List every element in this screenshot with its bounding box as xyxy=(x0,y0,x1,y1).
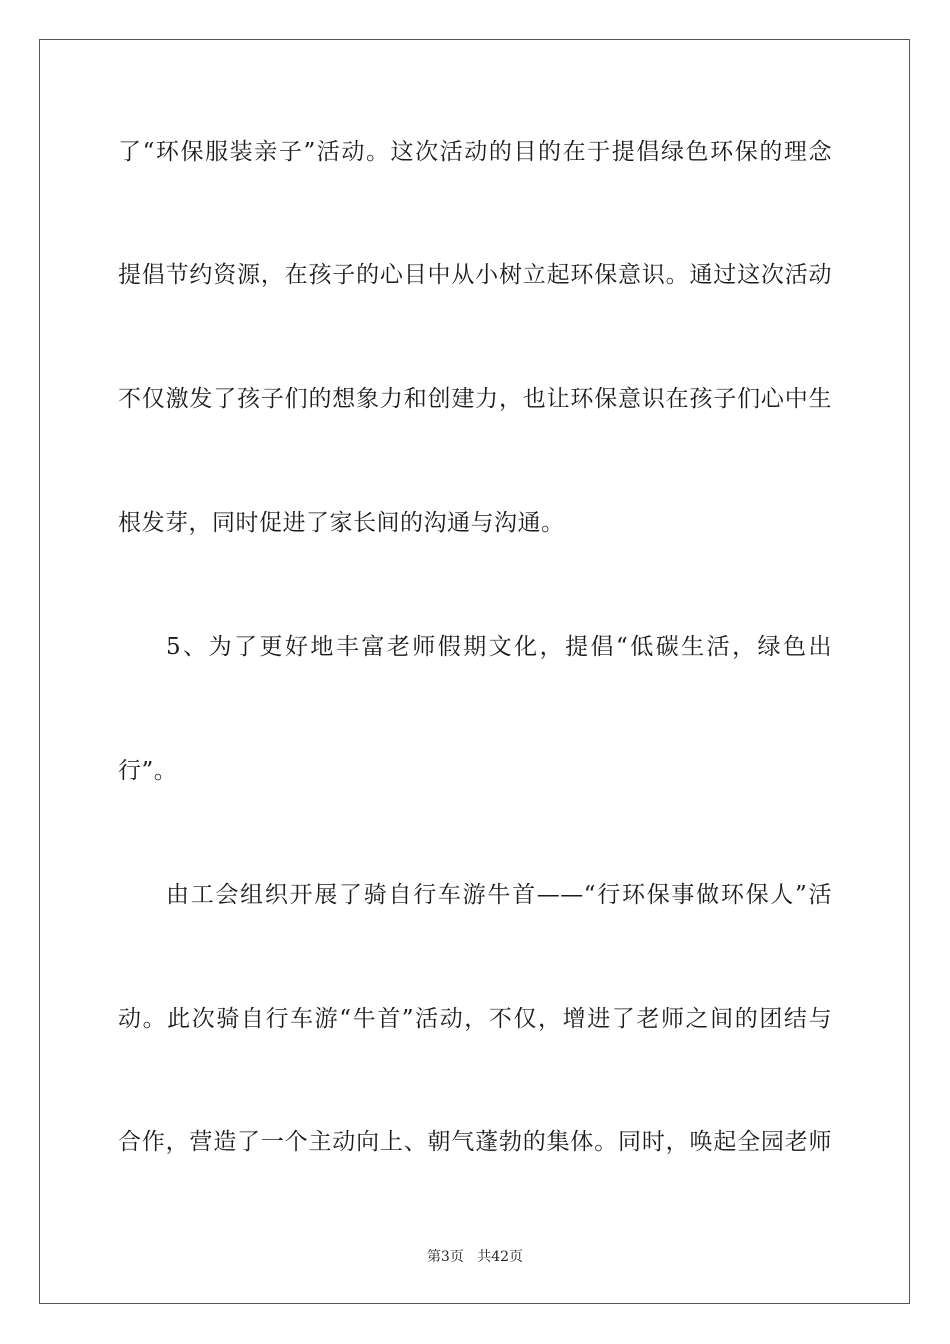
page-footer xyxy=(0,1246,950,1266)
body-text-line: 根发芽，同时促进了家长间的沟通与沟通。 xyxy=(118,510,565,536)
body-text-line: 了“环保服装亲子”活动。这次活动的目的在于提倡绿色环保的理念 xyxy=(118,139,832,165)
body-text-line: 提倡节约资源，在孩子的心目中从小树立起环保意识。通过这次活动 xyxy=(118,262,832,288)
body-text-line: 行”。 xyxy=(118,758,178,784)
page-number: 第3页 xyxy=(426,1249,464,1265)
body-text-line: 由工会组织开展了骑自行车游牛首——“行环保事做环保人”活 xyxy=(166,882,832,908)
body-text-line: 合作，营造了一个主动向上、朝气蓬勃的集体。同时，唤起全园老师 xyxy=(118,1129,832,1155)
page-border xyxy=(39,39,910,1304)
body-text-line: 5、为了更好地丰富老师假期文化，提倡“低碳生活，绿色出 xyxy=(166,634,832,660)
body-text-line: 动。此次骑自行车游“牛首”活动，不仅，增进了老师之间的团结与 xyxy=(118,1006,832,1032)
total-pages: 共42页 xyxy=(477,1249,524,1265)
body-text-line: 不仅激发了孩子们的想象力和创建力，也让环保意识在孩子们心中生 xyxy=(118,386,832,412)
